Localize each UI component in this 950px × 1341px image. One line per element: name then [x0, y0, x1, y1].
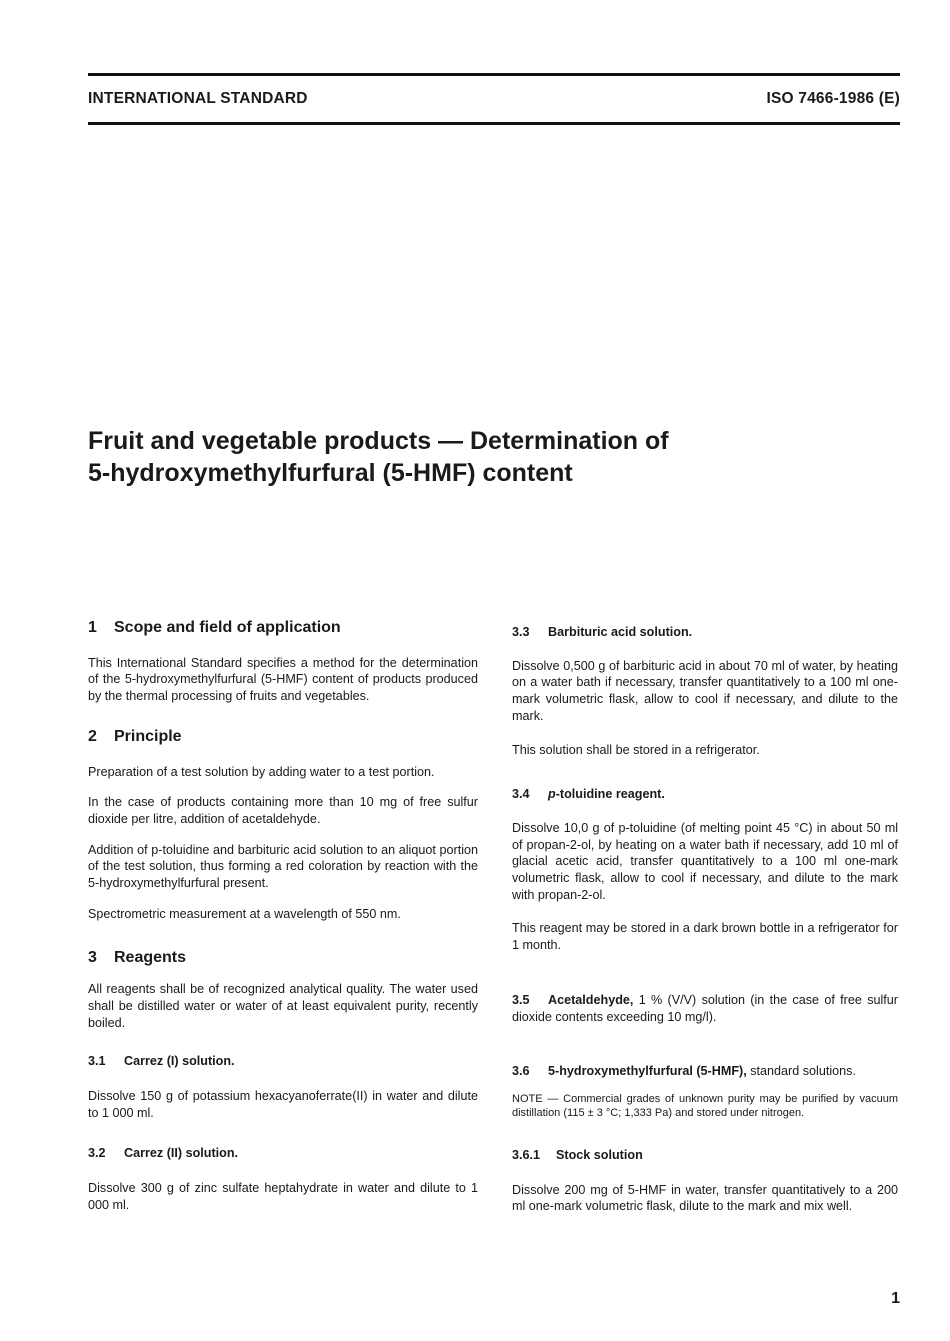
header-top-rule: [88, 73, 900, 76]
section-3-5-entry: 3.5 Acetaldehyde, 1 % (V/V) solution (in the case of free sulfur dioxide contents exceeding 10 mg/l).: [512, 992, 898, 1024]
section-3-heading: 3 Reagents: [88, 949, 187, 967]
section-3-6-note: NOTE — Commercial grades of unknown purity may be purified by vacuum distillation (115 ± 3 °C; 1,333 Pa) and stored under nitrogen.: [512, 1092, 898, 1120]
document-title: [88, 425, 888, 489]
section-1-text: This International Standard specifies a method for the determination of the 5-hydroxymethylfurfural (5-HMF) content of products produced by the thermal processing of fruits and vegetables.: [88, 655, 478, 704]
section-2-text-3: Addition of p-toluidine and barbituric acid solution to an aliquot portion of the test solution, thus forming a red coloration by reaction with the 5-hydroxymethylfurfural present.: [88, 842, 478, 891]
section-3-6-1-heading: 3.6.1 Stock solution: [512, 1147, 643, 1162]
header-left: INTERNATIONAL STANDARD: [88, 90, 308, 107]
section-3-4-text-2: This reagent may be stored in a dark brown bottle in a refrigerator for 1 month.: [512, 921, 898, 953]
title-line-1: Fruit and vegetable products — Determination of: [88, 427, 669, 455]
section-3-1-text: Dissolve 150 g of potassium hexacyanoferrate(II) in water and dilute to 1 000 ml.: [88, 1088, 478, 1120]
section-3-2-heading: 3.2 Carrez (II) solution.: [88, 1146, 239, 1161]
section-3-3-heading: 3.3 Barbituric acid solution.: [512, 625, 693, 639]
section-2-text-1: Preparation of a test solution by adding water to a test portion.: [88, 764, 435, 779]
section-2-text-2: In the case of products containing more than 10 mg of free sulfur dioxide per litre, addition of acetaldehyde.: [88, 795, 478, 826]
title-line-2: 5-hydroxymethylfurfural (5-HMF) content: [88, 459, 573, 487]
section-2-heading: 2 Principle: [88, 727, 182, 745]
header-right: ISO 7466-1986 (E): [766, 90, 900, 107]
header-bottom-rule: [88, 122, 900, 125]
section-2-text-4: Spectrometric measurement at a wavelength of 550 nm.: [88, 906, 401, 921]
section-3-3-text-1: Dissolve 0,500 g of barbituric acid in about 70 ml of water, by heating on a water bath if necessary, transfer quantitatively to a 100 ml one-mark volumetric flask, allow to cool if necessary, and dilute to the mark.: [512, 658, 898, 723]
section-3-1-heading: 3.1 Carrez (I) solution.: [88, 1054, 235, 1069]
section-3-4-heading: 3.4 p-toluidine reagent.: [512, 787, 665, 802]
left-column: [88, 620, 478, 1213]
page-number: 1: [891, 1290, 900, 1307]
section-3-text: All reagents shall be of recognized analytical quality. The water used shall be distilled water or water of at least equivalent purity, recently boiled.: [88, 982, 478, 1030]
section-3-2-text: Dissolve 300 g of zinc sulfate heptahydrate in water and dilute to 1 000 ml.: [88, 1181, 478, 1212]
section-3-6-1-text: Dissolve 200 mg of 5-HMF in water, transfer quantitatively to a 200 ml one-mark volumetric flask, dilute to the mark and mix well.: [512, 1182, 898, 1214]
right-column: [512, 624, 898, 1215]
section-3-3-text-2: This solution shall be stored in a refrigerator.: [512, 742, 760, 757]
section-3-6-entry: 3.6 5-hydroxymethylfurfural (5-HMF), standard solutions.: [512, 1064, 856, 1079]
section-1-heading: 1 Scope and field of application: [88, 619, 341, 636]
section-3-4-text-1: Dissolve 10,0 g of p-toluidine (of melting point 45 °C) in about 50 ml of propan-2-ol, by heating on a water bath if necessary, add 10 ml of glacial acetic acid, transfer quantitatively to a 100 ml one-mark volumetric flask, allow to cool if necessary, and dilute to the mark with propan-2-ol.: [512, 820, 898, 902]
